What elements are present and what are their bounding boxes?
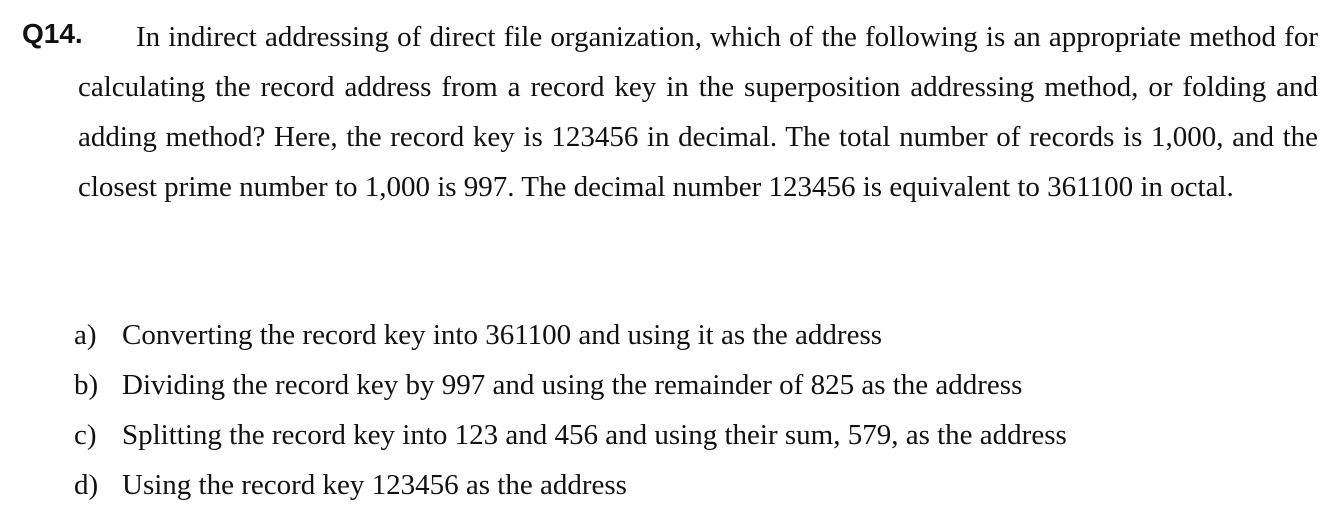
question-text: In indirect addressing of direct file organization, which of the following is an appropriate method for calculating the record address from a record key in the superposition addressing method, or folding and adding method? Here, the record key is 123456 in decimal. The total number of records is 1,000, and the closest prime number to 1,000 is 997. The decimal number 123456 is equivalent to 361100 in octal. xyxy=(78,21,1318,203)
option-text: Converting the record key into 361100 and using it as the address xyxy=(122,318,883,351)
answer-options xyxy=(74,310,1067,510)
option-text: Using the record key 123456 as the address xyxy=(122,468,627,501)
option-letter: d) xyxy=(74,468,99,501)
option-letter: c) xyxy=(74,418,97,451)
option-c xyxy=(74,410,1067,460)
option-letter: a) xyxy=(74,318,97,351)
question-number: Q14. xyxy=(22,18,83,49)
option-text: Dividing the record key by 997 and using the remainder of 825 as the address xyxy=(122,368,1023,401)
option-b xyxy=(74,360,1067,410)
option-d xyxy=(74,460,1067,510)
option-text: Splitting the record key into 123 and 456 and using their sum, 579, as the address xyxy=(122,418,1067,451)
option-a xyxy=(74,310,1067,360)
option-letter: b) xyxy=(74,368,99,401)
